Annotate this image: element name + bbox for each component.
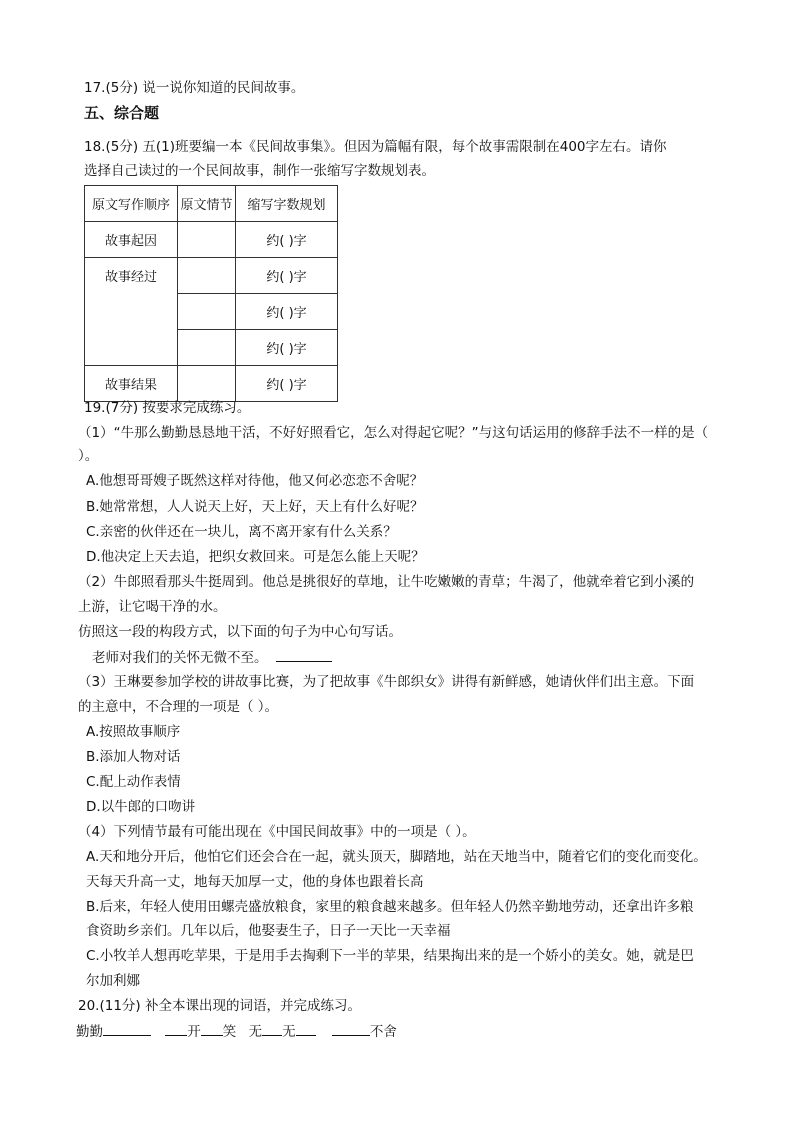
question-18-line-2: 选择自己读过的一个民间故事，制作一张缩写字数规划表。 bbox=[84, 163, 435, 179]
question-19-title: 19.(7分) 按要求完成练习。 bbox=[84, 400, 251, 416]
question-19-part-2: （2）牛郎照看那头牛挺周到。他总是挑很好的草地，让牛吃嫩嫩的青草；牛渴了，他就牵着它到小溪的 bbox=[78, 574, 695, 590]
word-4b: 无 bbox=[282, 1024, 296, 1040]
question-20-title: 20.(11分) 补全本课出现的词语，并完成练习。 bbox=[78, 998, 361, 1014]
question-19-part-4: （4）下列情节最有可能出现在《中国民间故事》中的一项是（ ）。 bbox=[78, 824, 476, 840]
table-cell-start: 故事起因 bbox=[85, 222, 178, 258]
table-header: 缩写字数规划 bbox=[236, 186, 338, 222]
table-row bbox=[85, 222, 338, 258]
option-b[interactable]: B.她常常想，人人说天上好，天上好，天上有什么好呢？ bbox=[86, 499, 424, 515]
answer-blank[interactable] bbox=[103, 1021, 151, 1036]
question-19-part-2-cont: 上游，让它喝干净的水。 bbox=[78, 599, 227, 615]
option-d[interactable]: D.他决定上天去追，把织女救回来。可是怎么能上天呢？ bbox=[86, 549, 425, 565]
option-a[interactable]: A.天和地分开后，他怕它们还会合在一起，就头顶天，脚踏地，站在天地当中，随着它们的变化而变化。 bbox=[86, 849, 707, 865]
table-cell-count[interactable]: 约( )字 bbox=[236, 294, 338, 330]
table-cell-count[interactable]: 约( )字 bbox=[236, 258, 338, 294]
topic-sentence: 老师对我们的关怀无微不至。 bbox=[92, 650, 268, 666]
table-header-row bbox=[85, 186, 338, 222]
question-19-part-3-cont: 的主意中，不合理的一项是（ ）。 bbox=[78, 699, 279, 715]
option-b-cont: 食资助乡亲们。几年以后，他娶妻生子，日子一天比一天幸福 bbox=[86, 923, 451, 939]
answer-blank[interactable] bbox=[165, 1021, 187, 1036]
table-cell-blank[interactable] bbox=[178, 366, 236, 402]
answer-blank[interactable] bbox=[262, 1021, 282, 1036]
question-18-line-1: 18.(5分) 五(1)班要编一本《民间故事集》。但因为篇幅有限，每个故事需限制在400字左右。请你 bbox=[84, 139, 667, 155]
option-c-cont: 尔加利娜 bbox=[86, 973, 140, 989]
option-d[interactable]: D.以牛郎的口吻讲 bbox=[86, 799, 196, 815]
table-cell-count[interactable]: 约( )字 bbox=[236, 222, 338, 258]
option-b[interactable]: B.后来，年轻人使用田螺壳盛放粮食，家里的粮食越来越多。但年轻人仍然辛勤地劳动，还拿出许多粮 bbox=[86, 899, 694, 915]
option-a[interactable]: A.他想哥哥嫂子既然这样对待他，他又何必恋恋不舍呢？ bbox=[86, 473, 424, 489]
answer-blank[interactable] bbox=[276, 647, 332, 662]
word-2: 开 bbox=[187, 1024, 201, 1040]
writing-prompt bbox=[92, 647, 332, 668]
table-cell-count[interactable]: 约( )字 bbox=[236, 330, 338, 366]
answer-blank[interactable] bbox=[332, 1021, 370, 1036]
table-cell-blank[interactable] bbox=[178, 222, 236, 258]
answer-blank[interactable] bbox=[296, 1021, 316, 1036]
option-a[interactable]: A.按照故事顺序 bbox=[86, 724, 181, 740]
word-1: 勤勤 bbox=[76, 1024, 103, 1040]
question-19-part-1: （1）“牛那么勤勤恳恳地干活，不好好照看它，怎么对得起它呢？”与这句话运用的修辞手法不一样的是（ bbox=[78, 425, 709, 441]
table-header: 原文写作顺序 bbox=[85, 186, 178, 222]
question-19-part-2-instruction: 仿照这一段的构段方式，以下面的句子为中心句写话。 bbox=[78, 624, 402, 640]
option-a-cont: 天每天升高一丈，地每天加厚一丈，他的身体也跟着长高 bbox=[86, 874, 424, 890]
question-19-part-3: （3）王琳要参加学校的讲故事比赛，为了把故事《牛郎织女》讲得有新鲜感，她请伙伴们出主意。下面 bbox=[78, 674, 695, 690]
table-cell-blank[interactable] bbox=[178, 258, 236, 294]
word-fill-row bbox=[76, 1021, 397, 1042]
answer-blank[interactable] bbox=[201, 1021, 223, 1036]
option-b[interactable]: B.添加人物对话 bbox=[86, 749, 181, 765]
option-c[interactable]: C.亲密的伙伴还在一块儿，离不离开家有什么关系？ bbox=[86, 524, 397, 540]
option-c[interactable]: C.小牧羊人想再吃苹果，于是用手去掏剩下一半的苹果，结果掏出来的是一个娇小的美女。她，就是巴 bbox=[86, 948, 694, 964]
question-17: 17.(5分) 说一说你知道的民间故事。 bbox=[84, 80, 305, 96]
word-5: 不舍 bbox=[369, 1024, 397, 1040]
word-3: 笑 bbox=[222, 1024, 237, 1040]
section-heading: 五、综合题 bbox=[84, 104, 160, 122]
word-count-plan-table bbox=[84, 185, 338, 402]
table-cell-count[interactable]: 约( )字 bbox=[236, 366, 338, 402]
table-cell-blank[interactable] bbox=[178, 294, 236, 330]
option-c[interactable]: C.配上动作表情 bbox=[86, 774, 181, 790]
question-19-part-1-cont: ）。 bbox=[78, 448, 99, 464]
table-cell-end: 故事结果 bbox=[85, 366, 178, 402]
table-row bbox=[85, 366, 338, 402]
table-cell-middle: 故事经过 bbox=[85, 258, 178, 366]
table-header: 原文情节 bbox=[178, 186, 236, 222]
word-4a: 无 bbox=[248, 1024, 263, 1040]
table-row bbox=[85, 258, 338, 294]
table-cell-blank[interactable] bbox=[178, 330, 236, 366]
